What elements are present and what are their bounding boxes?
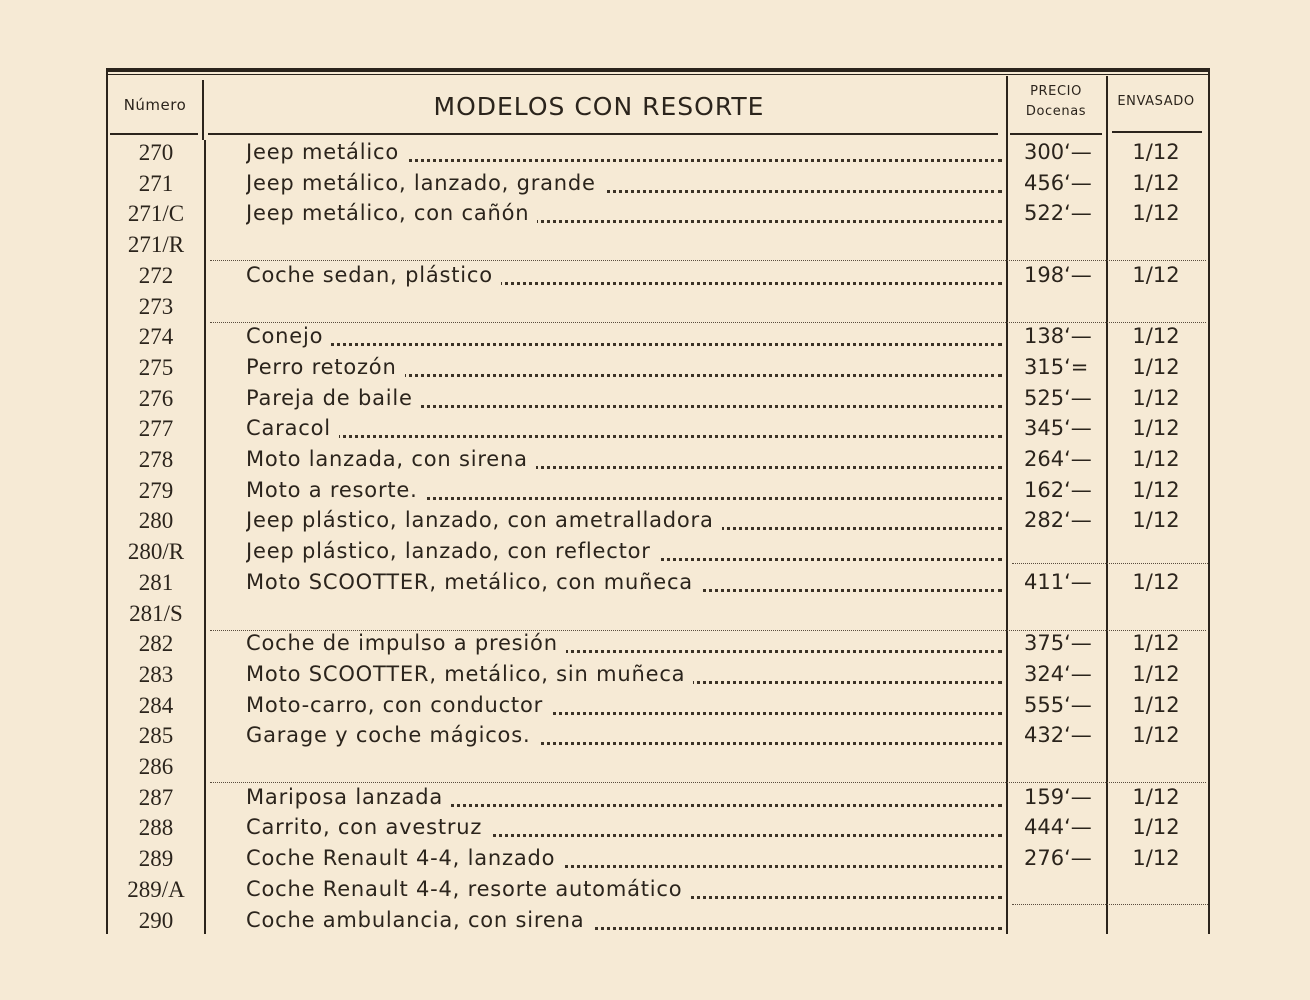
table-row <box>0 846 1310 877</box>
model-number: 287 <box>138 784 174 810</box>
packaging: 1/12 <box>1132 569 1180 594</box>
model-description <box>246 416 1002 440</box>
model-number: 271 <box>138 170 174 196</box>
description-text: Moto lanzada, con sirena <box>246 447 536 471</box>
model-number: 281/S <box>129 600 183 626</box>
model-number: 275 <box>138 354 174 380</box>
model-number: 273 <box>138 293 174 319</box>
description-text: Jeep plástico, lanzado, con reflector <box>246 539 659 563</box>
model-description <box>246 355 1002 379</box>
table-row <box>0 263 1310 294</box>
price-per-dozen: 411‘— <box>1024 569 1092 594</box>
description-text: Moto a resorte. <box>246 478 426 502</box>
leader-dots <box>246 343 1002 346</box>
model-number: 278 <box>138 447 174 472</box>
model-number: 288 <box>138 815 174 841</box>
header-title: MODELOS CON RESORTE <box>433 92 765 121</box>
model-number: 281 <box>138 569 174 595</box>
description-text: Caracol <box>246 416 339 440</box>
model-description <box>246 785 1002 809</box>
model-number: 290 <box>138 907 174 933</box>
price-per-dozen: 264‘— <box>1024 447 1092 471</box>
model-number: 282 <box>138 631 174 657</box>
packaging: 1/12 <box>1132 692 1180 717</box>
description-text: Garage y coche mágicos. <box>246 723 538 747</box>
column-rule-num <box>202 80 204 140</box>
table-row <box>0 601 1310 632</box>
model-number: 274 <box>138 324 174 350</box>
model-description <box>246 723 1002 747</box>
price-per-dozen: 282‘— <box>1024 508 1092 533</box>
top-rule-thin <box>106 74 1210 75</box>
model-number: 284 <box>138 692 174 718</box>
price-per-dozen: 444‘— <box>1024 815 1092 840</box>
model-number: 279 <box>138 477 174 503</box>
table-row <box>0 386 1310 417</box>
header-rule-precio <box>1010 133 1102 135</box>
header-envasado: ENVASADO <box>1117 94 1195 109</box>
leader-dots <box>246 435 1002 438</box>
packaging: 1/12 <box>1132 846 1180 871</box>
model-description <box>246 508 1002 532</box>
description-text: Jeep metálico <box>246 140 407 164</box>
packaging: 1/12 <box>1132 631 1180 656</box>
model-number: 271/R <box>127 232 185 258</box>
price-per-dozen: 555‘— <box>1024 692 1092 717</box>
model-description <box>246 263 1002 287</box>
description-text: Perro retozón <box>246 355 405 379</box>
model-description <box>246 386 1002 410</box>
header-rule-numero <box>110 133 198 135</box>
model-description <box>246 570 1002 594</box>
table-row <box>0 723 1310 754</box>
table-row <box>0 785 1310 816</box>
price-per-dozen: 162‘— <box>1024 477 1092 502</box>
model-number: 280 <box>138 508 174 534</box>
top-rule <box>106 68 1210 72</box>
model-number: 286 <box>138 754 174 779</box>
packaging: 1/12 <box>1132 508 1180 533</box>
table-row <box>0 294 1310 325</box>
description-text: Coche ambulancia, con sirena <box>246 908 592 932</box>
model-description <box>246 478 1002 502</box>
description-text: Jeep metálico, con cañón <box>246 201 537 225</box>
price-per-dozen: 159‘— <box>1024 784 1092 809</box>
table-row <box>0 355 1310 386</box>
header-rule-title <box>208 133 998 135</box>
description-text: Moto-carro, con conductor <box>246 693 551 717</box>
model-description <box>246 140 1002 164</box>
description-text: Coche Renault 4-4, lanzado <box>246 846 563 870</box>
model-number: 276 <box>138 385 174 411</box>
packaging: 1/12 <box>1132 815 1180 840</box>
table-row <box>0 416 1310 447</box>
description-text: Mariposa lanzada <box>246 785 451 809</box>
model-description <box>246 539 1002 563</box>
price-per-dozen: 138‘— <box>1024 324 1092 349</box>
description-text: Jeep metálico, lanzado, grande <box>246 171 604 195</box>
price-per-dozen: 276‘— <box>1024 846 1092 871</box>
model-description <box>246 201 1002 225</box>
model-description <box>246 815 1002 839</box>
price-per-dozen: 522‘— <box>1024 201 1092 226</box>
description-text: Jeep plástico, lanzado, con ametralladora <box>246 508 722 532</box>
price-per-dozen: 324‘— <box>1024 661 1092 686</box>
model-number: 280/R <box>127 539 185 565</box>
packaging: 1/12 <box>1132 170 1180 195</box>
table-row <box>0 570 1310 601</box>
table-row <box>0 508 1310 539</box>
description-text: Coche Renault 4-4, resorte automático <box>246 877 690 901</box>
model-description <box>246 662 1002 686</box>
description-text: Coche sedan, plástico <box>246 263 501 287</box>
model-number: 283 <box>138 661 174 687</box>
table-row <box>0 201 1310 232</box>
price-per-dozen: 198‘— <box>1024 262 1092 287</box>
model-number: 270 <box>138 140 174 165</box>
packaging: 1/12 <box>1132 354 1180 379</box>
packaging: 1/12 <box>1132 723 1180 748</box>
price-per-dozen: 300‘— <box>1024 140 1092 164</box>
table-row <box>0 631 1310 662</box>
description-text: Moto SCOOTTER, metálico, con muñeca <box>246 570 701 594</box>
packaging: 1/12 <box>1132 416 1180 441</box>
price-per-dozen: 375‘— <box>1024 631 1092 656</box>
model-description <box>246 171 1002 195</box>
model-description <box>246 693 1002 717</box>
header-numero: Número <box>123 96 187 114</box>
price-per-dozen: 456‘— <box>1024 170 1092 195</box>
header-docenas: Docenas <box>1025 104 1087 119</box>
model-number: 277 <box>138 416 174 442</box>
model-number: 272 <box>138 262 174 288</box>
description-text: Carrito, con avestruz <box>246 815 490 839</box>
table-row <box>0 693 1310 724</box>
table-row <box>0 662 1310 693</box>
packaging: 1/12 <box>1132 201 1180 226</box>
price-per-dozen: 315‘= <box>1024 354 1089 379</box>
table-row <box>0 815 1310 846</box>
table-row <box>0 140 1310 171</box>
packaging: 1/12 <box>1132 447 1180 471</box>
packaging: 1/12 <box>1132 385 1180 410</box>
price-per-dozen: 345‘— <box>1024 416 1092 441</box>
model-number: 285 <box>138 723 174 749</box>
table-row <box>0 539 1310 570</box>
packaging: 1/12 <box>1132 784 1180 809</box>
packaging: 1/12 <box>1132 477 1180 502</box>
model-description <box>246 908 1002 932</box>
model-number: 289 <box>138 846 174 872</box>
table-row <box>0 877 1310 908</box>
price-per-dozen: 525‘— <box>1024 385 1092 410</box>
table-row <box>0 478 1310 509</box>
header-precio: PRECIO <box>1030 84 1082 99</box>
model-number: 289/A <box>127 876 185 902</box>
model-description <box>246 877 1002 901</box>
description-text: Pareja de baile <box>246 386 421 410</box>
packaging: 1/12 <box>1132 324 1180 349</box>
model-number: 271/C <box>127 201 185 227</box>
model-description <box>246 447 1002 471</box>
description-text: Conejo <box>246 324 331 348</box>
table-row <box>0 171 1310 202</box>
model-description <box>246 631 1002 655</box>
model-description <box>246 846 1002 870</box>
price-per-dozen: 432‘— <box>1024 723 1092 748</box>
table-row <box>0 908 1310 939</box>
table-row <box>0 447 1310 478</box>
header-rule-envasado <box>1112 131 1202 133</box>
packaging: 1/12 <box>1132 262 1180 287</box>
model-description <box>246 324 1002 348</box>
packaging: 1/12 <box>1132 661 1180 686</box>
table-row <box>0 232 1310 263</box>
table-row <box>0 754 1310 785</box>
packaging: 1/12 <box>1132 140 1180 164</box>
description-text: Moto SCOOTTER, metálico, sin muñeca <box>246 662 693 686</box>
description-text: Coche de impulso a presión <box>246 631 566 655</box>
table-row <box>0 324 1310 355</box>
